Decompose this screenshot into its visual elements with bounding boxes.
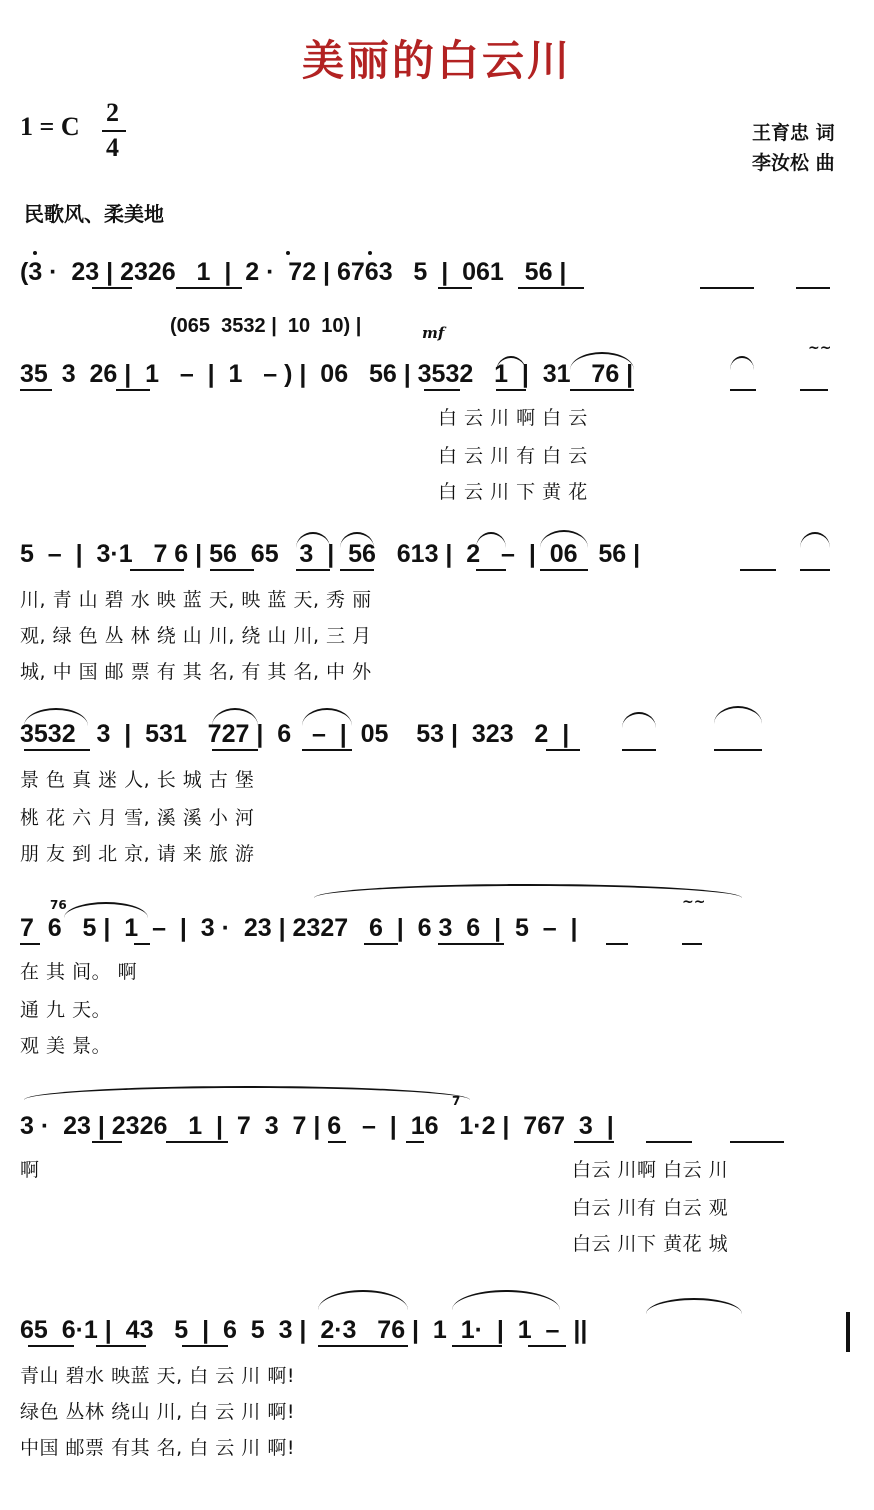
lyrics-verse-1: 白 云 川 啊 白 云 <box>438 407 588 429</box>
lyrics-verse-1: 景 色 真 迷 人, 长 城 古 堡 <box>20 769 255 791</box>
time-signature-bottom: 4 <box>106 133 119 162</box>
underline <box>24 749 90 751</box>
lyrics-verse-1: 青山 碧水 映蓝 天, 白 云 川 啊! <box>20 1365 295 1387</box>
underline <box>340 569 374 571</box>
lyricist-credit: 王育忠 词 <box>752 122 835 144</box>
octave-dot <box>33 251 37 255</box>
underline <box>496 389 526 391</box>
intro-line: (065 3532 | 10 10) | <box>170 315 362 337</box>
underline <box>606 943 628 945</box>
underline <box>546 749 580 751</box>
lyrics-verse-1: 在 其 间。 啊 <box>20 961 138 983</box>
underline <box>700 287 754 289</box>
lyrics-verse-3: 朋 友 到 北 京, 请 来 旅 游 <box>20 843 255 865</box>
octave-dot <box>368 251 372 255</box>
underline <box>210 569 254 571</box>
notation-line-2: 35 3 26 | 1 – | 1 – ) | 06 56 | 3532 1 | 31 76 | <box>20 360 634 388</box>
underline <box>28 1345 74 1347</box>
tie <box>646 1298 742 1314</box>
underline <box>116 389 150 391</box>
lyrics-verse-2: 白云 川有 白云 观 <box>572 1197 729 1219</box>
underline <box>302 749 352 751</box>
octave-dot <box>286 251 290 255</box>
underline <box>328 1141 346 1143</box>
song-title: 美丽的白云川 <box>301 36 572 85</box>
notation-line-6: 3 · 23 | 2326 1 | 7 3 7 | 6 – | 16 1·2 | 767 3 | <box>20 1112 614 1140</box>
underline <box>730 1141 784 1143</box>
lyrics-verse-3: 中国 邮票 有其 名, 白 云 川 啊! <box>20 1437 295 1459</box>
underline <box>800 569 830 571</box>
key-signature: 1 = C <box>20 112 80 141</box>
underline <box>406 1141 424 1143</box>
lyrics-verse-3: 白云 川下 黄花 城 <box>572 1233 729 1255</box>
trill-mark-icon: ~~ <box>682 894 706 910</box>
underline <box>528 1345 566 1347</box>
grace-notes: 7 <box>452 1094 461 1108</box>
underline <box>20 389 52 391</box>
underline <box>92 287 132 289</box>
underline <box>296 569 330 571</box>
composer-credit: 李汝松 曲 <box>752 152 835 174</box>
notation-line-7: 65 6·1 | 43 5 | 6 5 3 | 2·3 76 | 1 1· | 1 – || <box>20 1316 588 1344</box>
underline <box>134 943 150 945</box>
underline <box>166 1141 228 1143</box>
underline <box>96 1345 146 1347</box>
phrase-slur <box>314 884 742 898</box>
underline <box>682 943 702 945</box>
underline <box>730 389 756 391</box>
underline <box>800 389 828 391</box>
trill-mark-icon: ~~ <box>808 340 832 356</box>
underline <box>92 1141 122 1143</box>
lyrics-verse-2: 桃 花 六 月 雪, 溪 溪 小 河 <box>20 807 255 829</box>
underline <box>20 943 40 945</box>
underline <box>182 1345 228 1347</box>
underline <box>570 389 634 391</box>
lyrics-verse-2: 通 九 天。 <box>20 999 112 1021</box>
lyrics-verse-3: 白 云 川 下 黄 花 <box>438 481 588 503</box>
underline <box>518 287 584 289</box>
lyrics-verse-1: 白云 川啊 白云 川 <box>572 1159 729 1181</box>
slur <box>452 1290 560 1310</box>
underline <box>622 749 656 751</box>
underline <box>176 287 242 289</box>
slur <box>318 1290 408 1310</box>
time-signature-top: 2 <box>106 98 119 127</box>
lyrics-verse-3: 观 美 景。 <box>20 1035 112 1057</box>
notation-line-3: 5 – | 3·1 7 6 | 56 65 3 | 56 613 | 2 – | 06 56 | <box>20 540 641 568</box>
lyrics-verse-3: 城, 中 国 邮 票 有 其 名, 有 其 名, 中 外 <box>20 661 372 683</box>
underline <box>796 287 830 289</box>
underline <box>740 569 776 571</box>
notation-line-1: (3 · 23 | 2326 1 | 2 · 72 | 6763 5 | 061 56 | <box>20 258 567 286</box>
underline <box>438 287 472 289</box>
underline <box>714 749 762 751</box>
time-signature-rule <box>102 130 126 132</box>
lyrics-ah: 啊 <box>20 1159 40 1181</box>
lyrics-verse-2: 白 云 川 有 白 云 <box>438 445 588 467</box>
underline <box>646 1141 692 1143</box>
underline <box>318 1345 408 1347</box>
underline <box>476 569 506 571</box>
final-barline <box>846 1312 850 1352</box>
underline <box>364 943 398 945</box>
tempo-marking: 民歌风、柔美地 <box>24 202 164 226</box>
phrase-slur <box>24 1086 470 1100</box>
grace-notes: 76 <box>50 898 67 912</box>
underline <box>452 1345 502 1347</box>
underline <box>438 943 504 945</box>
notation-line-4: 3532 3 | 531 727 | 6 – | 05 53 | 323 2 | <box>20 720 570 748</box>
dynamic-marking: mf <box>422 324 445 342</box>
underline <box>540 569 588 571</box>
lyrics-verse-1: 川, 青 山 碧 水 映 蓝 天, 映 蓝 天, 秀 丽 <box>20 589 372 611</box>
underline <box>212 749 258 751</box>
underline <box>574 1141 614 1143</box>
underline <box>130 569 184 571</box>
lyrics-verse-2: 绿色 丛林 绕山 川, 白 云 川 啊! <box>20 1401 295 1423</box>
underline <box>424 389 460 391</box>
notation-line-5: 7 6 5 | 1 – | 3 · 23 | 2327 6 | 6 3 6 | 5 – | <box>20 914 578 942</box>
lyrics-verse-2: 观, 绿 色 丛 林 绕 山 川, 绕 山 川, 三 月 <box>20 625 372 647</box>
